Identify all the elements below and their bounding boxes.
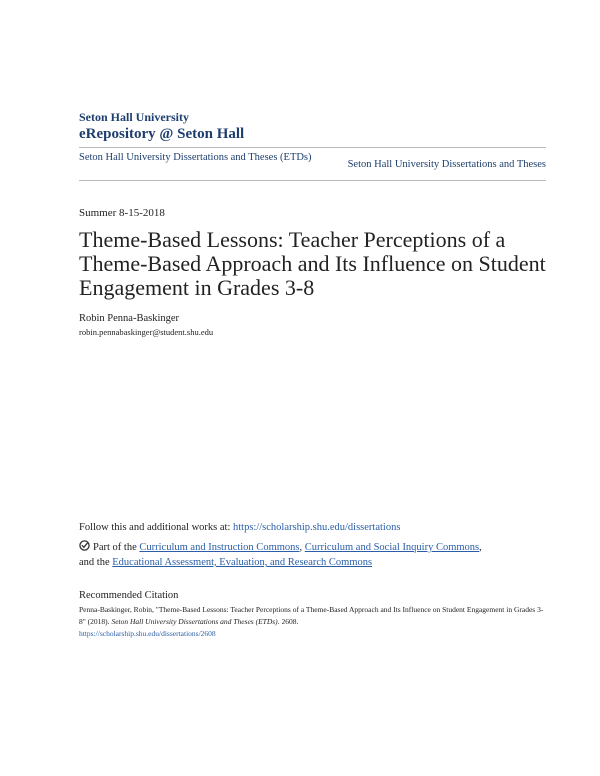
commons-link-curriculum-instruction[interactable]: Curriculum and Instruction Commons bbox=[139, 542, 300, 553]
document-title: Theme-Based Lessons: Teacher Perceptions of a Theme-Based Approach and Its Influence on Student Engagement in Grades 3-8 bbox=[79, 227, 546, 300]
part-of-prefix: Part of the bbox=[93, 542, 137, 553]
repository-header bbox=[79, 110, 244, 143]
and-the-text: and the bbox=[79, 557, 110, 568]
follow-line bbox=[79, 522, 400, 533]
collection-link-left[interactable]: Seton Hall University Dissertations and Theses (ETDs) bbox=[79, 152, 312, 163]
header-divider-top bbox=[79, 147, 546, 148]
open-access-icon bbox=[79, 540, 90, 551]
citation-main: Penna-Baskinger, Robin, "Theme-Based Lessons: Teacher Perceptions of a Theme-Based Approach and Its Influence on Student Engagement in Grades 3-8" (2018). bbox=[79, 605, 544, 626]
citation-series: Seton Hall University Dissertations and Theses (ETDs) bbox=[111, 617, 278, 626]
separator-2: , bbox=[479, 542, 482, 553]
repository-name[interactable]: eRepository @ Seton Hall bbox=[79, 126, 245, 142]
author-name[interactable]: Robin Penna-Baskinger bbox=[79, 313, 180, 324]
collection-link-right[interactable]: Seton Hall University Dissertations and Theses bbox=[347, 159, 546, 170]
citation-url-link[interactable]: https://scholarship.shu.edu/dissertations/2608 bbox=[79, 629, 216, 638]
commons-link-curriculum-social-inquiry[interactable]: Curriculum and Social Inquiry Commons bbox=[304, 542, 480, 553]
separator-1: , bbox=[299, 542, 303, 553]
author-email[interactable]: robin.pennabaskinger@student.shu.edu bbox=[79, 327, 214, 337]
dissertations-link[interactable]: https://scholarship.shu.edu/dissertations bbox=[233, 522, 401, 533]
commons-link-educational-assessment[interactable]: Educational Assessment, Evaluation, and Research Commons bbox=[112, 557, 373, 568]
header-divider-bottom bbox=[79, 180, 546, 181]
recommended-citation-heading: Recommended Citation bbox=[79, 590, 179, 601]
university-name[interactable]: Seton Hall University bbox=[79, 110, 189, 124]
publication-date: Summer 8-15-2018 bbox=[79, 207, 165, 219]
follow-label: Follow this and additional works at: bbox=[79, 522, 231, 533]
part-of-commons bbox=[79, 540, 549, 570]
citation-number: . 2608. bbox=[277, 617, 299, 626]
citation-text bbox=[79, 604, 549, 640]
